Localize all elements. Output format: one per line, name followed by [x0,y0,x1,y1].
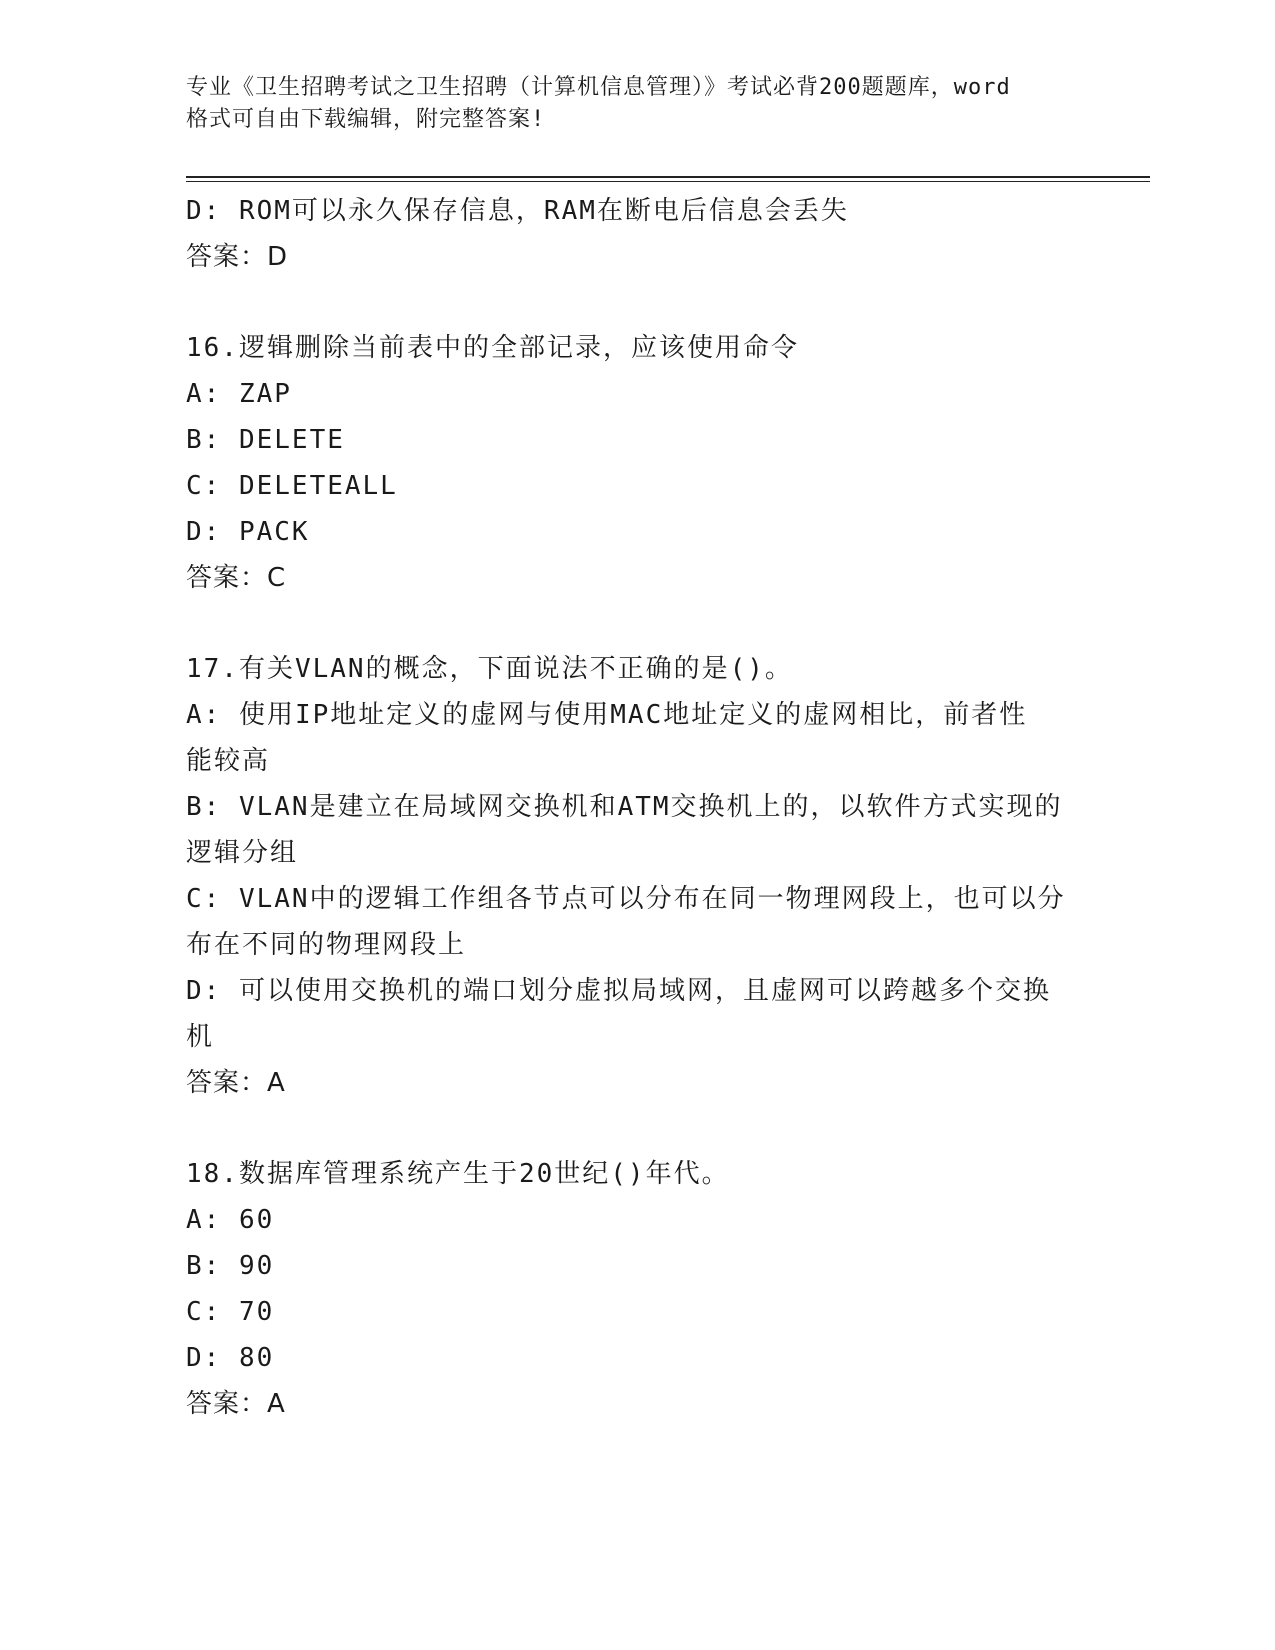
question-17 [186,646,1086,1106]
answer-line: 答案：A [186,1068,286,1098]
option-d-line-1: D: 可以使用交换机的端口划分虚拟局域网，且虚网可以跨越多个交换 [186,976,1051,1006]
spacer [186,280,1086,325]
question-text: 17.有关VLAN的概念，下面说法不正确的是()。 [186,654,793,684]
header-title-line-2: 格式可自由下载编辑，附完整答案! [186,107,546,132]
option-c: C: DELETEALL [186,471,398,501]
option-d: D: 80 [186,1343,275,1373]
option-d: D: PACK [186,517,310,547]
page-header [186,72,1086,136]
spacer [186,601,1086,646]
question-16 [186,325,1086,601]
option-a-line-1: A: 使用IP地址定义的虚网与使用MAC地址定义的虚网相比，前者性 [186,700,1028,730]
option-d: D: ROM可以永久保存信息，RAM在断电后信息会丢失 [186,196,849,226]
answer-line: 答案：C [186,563,287,593]
option-b: B: 90 [186,1251,275,1281]
header-title-line-1: 专业《卫生招聘考试之卫生招聘（计算机信息管理）》考试必背200题题库，word [186,75,1011,100]
option-b: B: DELETE [186,425,345,455]
answer-line: 答案：D [186,242,289,272]
option-c: C: 70 [186,1297,275,1327]
option-b-line-2: 逻辑分组 [186,838,299,868]
option-c-line-1: C: VLAN中的逻辑工作组各节点可以分布在同一物理网段上，也可以分 [186,884,1066,914]
option-a: A: 60 [186,1205,275,1235]
question-15-tail [186,188,1086,280]
question-text: 16.逻辑删除当前表中的全部记录，应该使用命令 [186,333,799,363]
option-d-line-2: 机 [186,1022,215,1052]
answer-line: 答案：A [186,1389,286,1419]
option-a: A: ZAP [186,379,292,409]
question-text: 18.数据库管理系统产生于20世纪()年代。 [186,1159,730,1189]
question-list [186,188,1086,1427]
question-18 [186,1151,1086,1427]
spacer [186,1106,1086,1151]
option-a-line-2: 能较高 [186,746,271,776]
header-divider [186,176,1150,182]
option-c-line-2: 布在不同的物理网段上 [186,930,467,960]
option-b-line-1: B: VLAN是建立在局域网交换机和ATM交换机上的，以软件方式实现的 [186,792,1063,822]
